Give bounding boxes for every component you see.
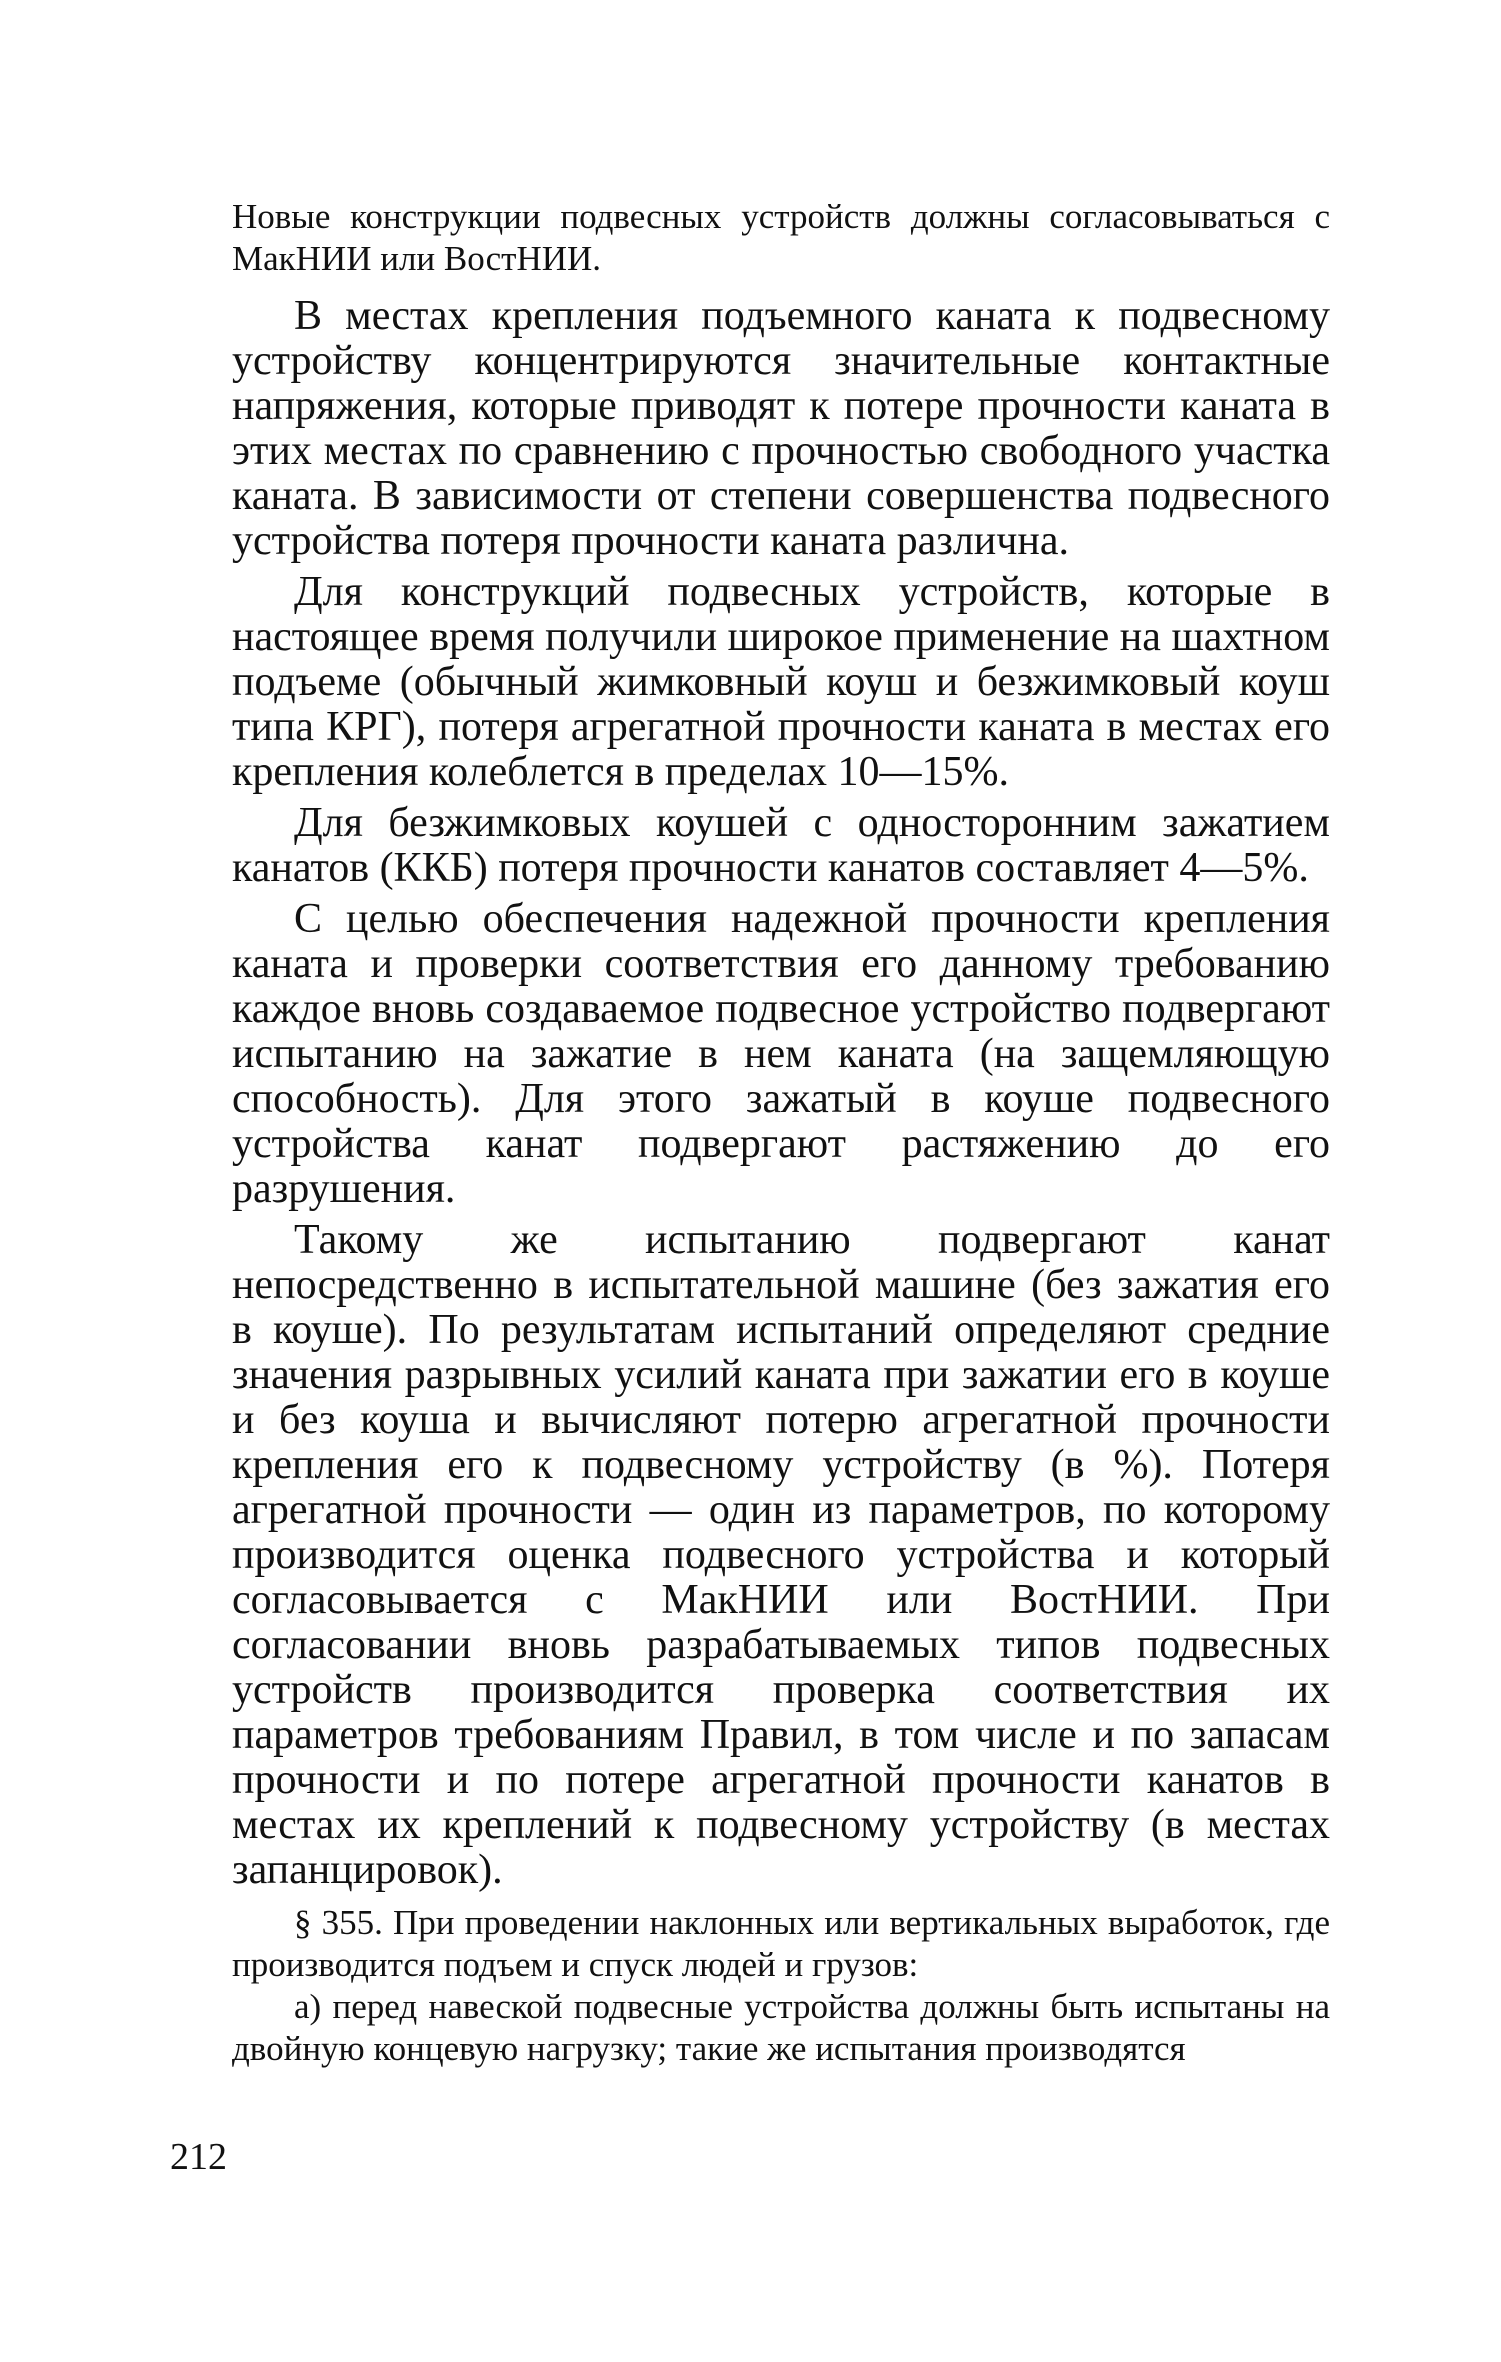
paragraph-4: С целью обеспечения надежной прочности крепления каната и проверки соответствия его данному требованию каждое вновь создаваемое подвесное устройство подвергают испытанию на зажатие в нем каната (на защемляющую способность). Для этого зажатый в коуше подвесного устройства канат подвергают растяжению до его разрушения. [232, 896, 1330, 1212]
paragraph-3: Для безжимковых коушей с односторонним зажатием канатов (ККБ) потеря прочности канатов составляет 4—5%. [232, 800, 1330, 891]
spacer [232, 1893, 1330, 1902]
spacer [232, 280, 1330, 294]
page-body [232, 196, 1330, 2070]
page-number: 212 [170, 2136, 227, 2178]
paragraph-5: Такому же испытанию подвергают канат непосредственно в испытательной машине (без зажатия его в коуше). По результатам испытаний определяют средние значения разрывных усилий каната при зажатии его в коуше и без коуша и вычисляют потерю агрегатной прочности крепления его к подвесному устройству (в %). Потеря агрегатной прочности — один из параметров, по которому производится оценка подвесного устройства и который согласовывается с МакНИИ или ВостНИИ. При согласовании вновь разрабатываемых типов подвесных устройств производится проверка соответствия их параметров требованиям Правил, в том числе и по запасам прочности и по потере агрегатной прочности канатов в местах их креплений к подвесному устройству (в местах запанцировок). [232, 1217, 1330, 1893]
section-355: § 355. При проведении наклонных или вертикальных выработок, где производится подъем и спуск людей и грузов: [232, 1903, 1330, 1984]
item-a: а) перед навеской подвесные устройства должны быть испытаны на двойную концевую нагрузку; такие же испытания производятся [232, 1987, 1330, 2068]
intro-note: Новые конструкции подвесных устройств должны согласовываться с МакНИИ или ВостНИИ. [232, 197, 1330, 278]
paragraph-2: Для конструкций подвесных устройств, которые в настоящее время получили широкое применение на шахтном подъеме (обычный жимковный коуш и безжимковый коуш типа КРГ), потеря агрегатной прочности каната в местах его крепления колеблется в пределах 10—15%. [232, 569, 1330, 795]
paragraph-1: В местах крепления подъемного каната к подвесному устройству концентрируются значительные контактные напряжения, которые приводят к потере прочности каната в этих местах по сравнению с прочностью свободного участка каната. В зависимости от степени совершенства подвесного устройства потеря прочности каната различна. [232, 293, 1330, 564]
